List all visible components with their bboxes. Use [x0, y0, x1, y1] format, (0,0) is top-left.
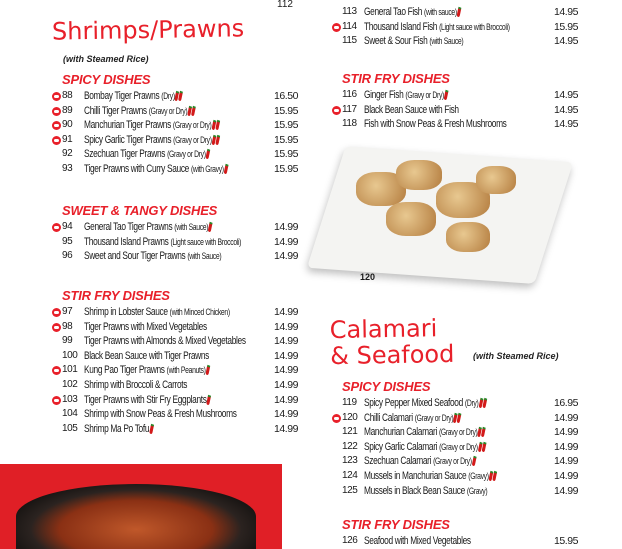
calamari-stirfry-section: [342, 517, 578, 549]
heart-icon: [52, 107, 61, 116]
item-name-wrap: [364, 103, 459, 118]
item-price: 14.99: [273, 320, 298, 333]
item-number: 118: [342, 118, 357, 130]
menu-item: [62, 249, 298, 264]
item-number: 96: [62, 250, 73, 262]
item-number: 95: [62, 235, 73, 247]
item-name: Sweet & Sour Fish: [364, 35, 428, 48]
item-note: (Gravy or Dry): [438, 427, 478, 438]
item-note: (Gravy or Dry): [173, 134, 212, 145]
item-name-wrap: [364, 34, 463, 49]
item-name: Tiger Prawns with Mixed Vegetables: [84, 320, 207, 333]
bowl: [16, 484, 256, 549]
calamari-title-line1: Calamari: [329, 314, 438, 345]
item-name-wrap: [84, 305, 230, 320]
menu-item: [62, 349, 298, 364]
item-price: 15.95: [553, 535, 578, 547]
menu-item: [342, 440, 578, 455]
menu-item: [62, 305, 298, 320]
item-number: 92: [62, 148, 73, 160]
item-note: (Gravy or Dry): [414, 412, 454, 423]
menu-item: [62, 422, 298, 437]
menu-item: [342, 20, 578, 35]
heart-icon: [52, 121, 61, 130]
item-number: 123: [342, 455, 358, 467]
item-name: Chilli Calamari: [364, 411, 413, 424]
menu-item: [342, 103, 578, 118]
chili-pepper-icon: [444, 90, 449, 101]
menu-item: [342, 34, 578, 49]
item-note: (with Sauce): [187, 251, 222, 262]
soup-bowl-photo: [0, 464, 282, 549]
item-price: 14.99: [273, 235, 298, 248]
heart-icon: [332, 106, 341, 115]
item-name: Shrimp with Snow Peas & Fresh Mushrooms: [84, 408, 237, 421]
item-name: Thousand Island Prawns: [84, 235, 169, 248]
item-name: Tiger Prawns with Stir Fry Eggplants: [84, 393, 207, 406]
item-price: 15.95: [273, 104, 298, 117]
menu-item: [62, 320, 298, 335]
item-name-wrap: [84, 249, 221, 264]
item-name: Tiger Prawns with Almonds & Mixed Vegetables: [84, 335, 246, 348]
item-price: 14.99: [553, 469, 578, 482]
menu-item: [62, 162, 298, 177]
item-name-wrap: [84, 393, 210, 408]
menu-item: [62, 220, 298, 235]
item-name-wrap: [364, 411, 461, 426]
heart-icon: [52, 136, 61, 145]
item-name: Mussels in Black Bean Sauce: [364, 484, 465, 497]
item-name-wrap: [84, 407, 237, 422]
menu-item: [342, 425, 578, 440]
item-price: 14.99: [553, 455, 578, 468]
item-price: 14.99: [273, 408, 298, 421]
item-number: 100: [62, 349, 78, 361]
menu-item: [342, 5, 578, 20]
item-name: Sweet and Sour Tiger Prawns: [84, 250, 186, 263]
heart-icon: [52, 308, 61, 317]
item-note: (Light sauce with Broccoli): [170, 236, 242, 247]
heart-icon: [52, 92, 61, 101]
chili-pepper-icon: [492, 471, 497, 482]
item-price: 14.99: [553, 411, 578, 424]
item-name-wrap: [84, 349, 209, 364]
item-number: 125: [342, 484, 358, 496]
item-name-wrap: [84, 133, 219, 148]
item-name-wrap: [364, 469, 496, 484]
item-name: Szechuan Tiger Prawns: [84, 148, 166, 161]
item-note: (with Peanuts): [166, 365, 206, 376]
menu-item: [342, 117, 578, 132]
item-name-wrap: [84, 89, 182, 104]
item-note: (Gravy or Dry): [172, 120, 212, 131]
chili-pepper-icon: [481, 427, 486, 438]
food-piece: [386, 202, 436, 236]
item-note: (with Sauce): [429, 36, 464, 47]
item-price: 14.95: [553, 103, 578, 116]
menu-item: [342, 396, 578, 411]
item-name: Tiger Prawns with Curry Sauce: [84, 162, 189, 175]
menu-item: [342, 469, 578, 484]
item-name-wrap: [364, 425, 485, 440]
item-name: Shrimp in Lobster Sauce: [84, 306, 168, 318]
item-note: (Gravy or Dry): [167, 149, 206, 160]
chili-pepper-icon: [208, 222, 213, 233]
item-price: 16.95: [553, 397, 578, 409]
item-name: Fish with Snow Peas & Fresh Mushrooms: [364, 118, 507, 131]
item-name: Kung Pao Tiger Prawns: [84, 364, 165, 377]
chili-pepper-icon: [205, 149, 210, 160]
item-name-wrap: [364, 5, 461, 20]
item-number: 117: [342, 103, 357, 115]
item-price: 14.95: [553, 89, 578, 101]
menu-item: [62, 407, 298, 422]
item-name-wrap: [364, 20, 510, 35]
item-price: 15.95: [273, 162, 298, 175]
chili-pepper-icon: [224, 164, 229, 175]
menu-item: [62, 363, 298, 378]
item-note: (Gravy): [466, 485, 488, 496]
menu-item: [62, 334, 298, 349]
chili-pepper-icon: [178, 91, 183, 102]
photo-caption: 120: [360, 272, 376, 282]
item-price: 14.99: [273, 422, 298, 435]
item-note: (with Minced Chicken): [169, 307, 230, 317]
chili-pepper-icon: [215, 135, 220, 146]
item-note: (Gravy or Dry): [439, 441, 478, 452]
item-name: Chilli Tiger Prawns: [84, 104, 147, 117]
item-name-wrap: [84, 162, 228, 177]
item-price: 15.95: [273, 133, 298, 146]
food-piece: [446, 222, 490, 252]
item-name-wrap: [84, 363, 209, 378]
item-number: 89: [62, 104, 73, 116]
item-price: 15.95: [553, 20, 578, 33]
section-header: SPICY DISHES: [62, 72, 151, 87]
item-name: Mussels in Manchurian Sauce: [364, 469, 467, 482]
section-header: STIR FRY DISHES: [62, 288, 170, 303]
item-price: 14.99: [273, 364, 298, 377]
menu-item: [62, 147, 298, 162]
heart-icon: [52, 323, 61, 332]
item-number: 88: [62, 90, 73, 101]
item-price: 14.95: [553, 35, 578, 48]
fish-stirfry-section: [342, 71, 578, 132]
item-number: 93: [62, 162, 73, 174]
item-price: 14.99: [273, 378, 298, 391]
item-name: Manchurian Tiger Prawns: [84, 119, 171, 132]
calamari-title: [330, 315, 455, 369]
menu-item: [62, 104, 298, 119]
shrimp-spicy-section: [62, 72, 298, 177]
item-price: 14.99: [553, 484, 578, 497]
item-number: 119: [342, 397, 357, 408]
menu-item: [62, 133, 298, 148]
item-price: 14.99: [273, 221, 298, 233]
item-number: 126: [342, 535, 358, 546]
menu-item: [62, 118, 298, 133]
item-name-wrap: [364, 484, 487, 499]
item-price: 15.95: [273, 119, 298, 132]
item-price: 14.99: [553, 426, 578, 439]
item-name-wrap: [364, 396, 486, 411]
item-name: Shrimp Ma Po Tofu: [84, 422, 150, 435]
item-number: 121: [342, 426, 358, 438]
item-price: 14.99: [553, 440, 578, 453]
item-name-wrap: [84, 235, 241, 250]
item-number: 122: [342, 440, 358, 452]
item-price: 14.99: [273, 306, 298, 318]
item-number: 114: [342, 20, 357, 32]
item-name: Black Bean Sauce with Tiger Prawns: [84, 349, 209, 362]
heart-icon: [332, 414, 341, 423]
item-note: (Dry): [161, 91, 175, 101]
item-number: 105: [62, 422, 78, 434]
item-name: General Tao Fish: [364, 6, 423, 18]
item-name: Spicy Pepper Mixed Seafood: [364, 397, 463, 409]
menu-item: [342, 88, 578, 103]
menu-item: [62, 89, 298, 104]
item-name: Shrimp with Broccoli & Carrots: [84, 378, 188, 391]
section-header: STIR FRY DISHES: [342, 71, 450, 86]
menu-item: [62, 235, 298, 250]
item-name-wrap: [84, 118, 219, 133]
menu-item: [342, 484, 578, 499]
chili-pepper-icon: [215, 120, 220, 131]
calamari-spicy-section: [342, 379, 578, 498]
menu-item: [62, 393, 298, 408]
calamari-title-line2: & Seafood: [329, 339, 455, 371]
item-number: 116: [342, 89, 357, 100]
dish-photo: [306, 142, 562, 292]
item-number: 113: [342, 6, 357, 17]
item-name-wrap: [84, 147, 209, 162]
item-number: 94: [62, 221, 73, 232]
item-note: (with sauce): [424, 7, 457, 17]
heart-icon: [52, 396, 61, 405]
item-name: Thousand Island Fish: [364, 20, 438, 33]
item-price: 14.99: [273, 250, 298, 263]
item-name: Szechuan Calamari: [364, 455, 432, 468]
item-name-wrap: [84, 220, 212, 235]
item-number: 102: [62, 378, 78, 390]
heart-icon: [52, 366, 61, 375]
item-name: Bombay Tiger Prawns: [84, 90, 160, 102]
item-name-wrap: [364, 88, 448, 103]
shrimp-stirfry-section: [62, 288, 298, 436]
shrimp-title: Shrimps/Prawns: [51, 14, 245, 46]
item-price: 16.50: [273, 90, 298, 102]
chili-pepper-icon: [457, 412, 462, 423]
item-name: General Tao Tiger Prawns: [84, 221, 173, 233]
item-number: 124: [342, 469, 358, 481]
section-header: SPICY DISHES: [342, 379, 431, 394]
item-number: 120: [342, 411, 358, 423]
item-note: (Gravy): [468, 470, 489, 481]
item-price: 14.95: [553, 6, 578, 18]
item-price: 14.95: [553, 118, 578, 131]
item-price: 14.99: [273, 335, 298, 348]
menu-item: [342, 454, 578, 469]
item-name: Seafood with Mixed Vegetables: [364, 535, 471, 547]
item-number: 99: [62, 335, 73, 347]
item-name: Spicy Garlic Tiger Prawns: [84, 133, 172, 146]
menu-item: [342, 534, 578, 549]
item-number: 104: [62, 408, 78, 420]
item-number: 91: [62, 133, 73, 145]
item-number: 97: [62, 306, 73, 317]
item-number: 115: [342, 35, 357, 47]
item-note: (with Gravy): [190, 163, 224, 174]
item-name: Spicy Garlic Calamari: [364, 440, 438, 453]
menu-item: [342, 411, 578, 426]
chili-pepper-icon: [471, 456, 476, 467]
item-name-wrap: [364, 454, 475, 469]
shrimp-sweet-section: [62, 203, 298, 264]
item-note: (Gravy or Dry): [148, 105, 188, 116]
item-name: Manchurian Calamari: [364, 426, 437, 439]
food-piece: [396, 160, 442, 190]
chili-pepper-icon: [457, 7, 462, 18]
item-name-wrap: [84, 378, 187, 393]
item-price: 14.99: [273, 349, 298, 362]
chili-pepper-icon: [191, 105, 196, 116]
fish-sweet-section: [342, 5, 578, 49]
section-header: STIR FRY DISHES: [342, 517, 450, 532]
item-note: (Dry): [464, 398, 479, 408]
shrimp-subtitle: (with Steamed Rice): [63, 54, 149, 64]
item-name-wrap: [84, 334, 246, 349]
item-note: (Gravy or Dry): [405, 90, 444, 100]
item-name-wrap: [84, 422, 153, 437]
item-price: 14.99: [273, 393, 298, 406]
chili-pepper-icon: [149, 423, 154, 434]
section-header: SWEET & TANGY DISHES: [62, 203, 218, 218]
item-name-wrap: [364, 534, 471, 549]
calamari-subtitle: (with Steamed Rice): [473, 351, 559, 361]
item-name-wrap: [364, 117, 507, 132]
item-name-wrap: [84, 320, 207, 335]
item-name-wrap: [364, 440, 485, 455]
menu-item: [62, 378, 298, 393]
chili-pepper-icon: [205, 365, 210, 376]
item-note: (with Sauce): [174, 222, 209, 232]
item-number: 98: [62, 320, 73, 332]
item-note: (Light sauce with Broccoli): [439, 21, 510, 32]
item-number: 90: [62, 119, 73, 131]
item-number: 101: [62, 364, 78, 376]
item-number: 103: [62, 393, 78, 405]
food-piece: [476, 166, 516, 194]
heart-icon: [52, 223, 61, 232]
item-price: 15.95: [273, 148, 298, 161]
item-note: (Gravy or Dry): [433, 456, 472, 467]
heart-icon: [332, 23, 341, 32]
chili-pepper-icon: [206, 394, 211, 405]
item-name: Black Bean Sauce with Fish: [364, 103, 459, 116]
item-name: Ginger Fish: [364, 89, 404, 101]
page-number: 112: [277, 0, 293, 10]
item-name-wrap: [84, 104, 195, 119]
